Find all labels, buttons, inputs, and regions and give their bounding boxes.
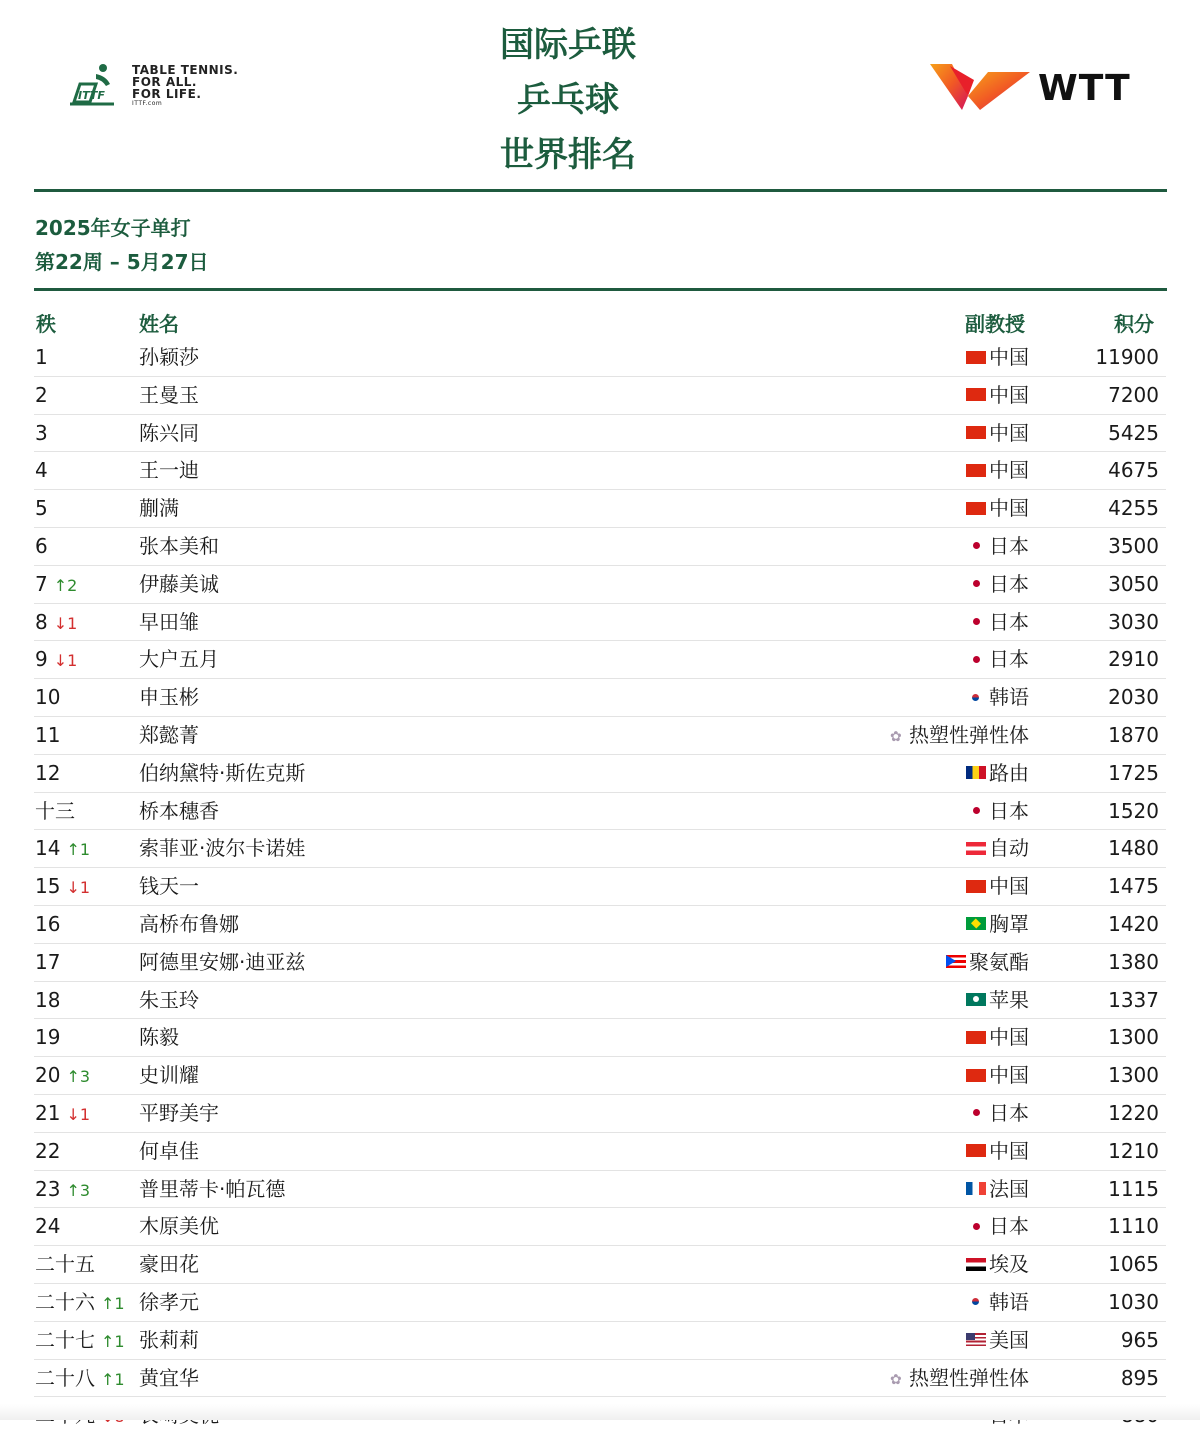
player-name: 郑懿菁 bbox=[139, 722, 199, 747]
points-value: 895 bbox=[1120, 1365, 1159, 1390]
table-row bbox=[34, 679, 1166, 717]
table-row bbox=[34, 1208, 1166, 1246]
points-value: 1475 bbox=[1108, 874, 1159, 899]
association-cell bbox=[966, 420, 1029, 446]
flag-cn-icon bbox=[966, 1069, 986, 1082]
association-name: 日本 bbox=[989, 647, 1029, 672]
points-value: 1380 bbox=[1108, 949, 1159, 974]
table-row bbox=[34, 1171, 1166, 1209]
rank-value: 23 bbox=[35, 1176, 61, 1201]
points-value: 1065 bbox=[1108, 1252, 1159, 1277]
rank-cell bbox=[35, 1289, 125, 1317]
rank-value: 22 bbox=[35, 1138, 61, 1163]
table-row bbox=[34, 906, 1166, 944]
player-name: 史训耀 bbox=[139, 1063, 199, 1088]
player-name: 桥本穗香 bbox=[139, 798, 219, 823]
player-name: 王曼玉 bbox=[139, 382, 199, 407]
table-row bbox=[34, 1246, 1166, 1284]
flag-cn-icon bbox=[966, 464, 986, 477]
rank-down-indicator: ↓1 bbox=[53, 613, 78, 633]
table-row bbox=[34, 982, 1166, 1020]
player-name: 平野美宇 bbox=[139, 1100, 219, 1125]
association-name: 自动 bbox=[989, 836, 1029, 861]
association-cell bbox=[966, 987, 1029, 1013]
association-name: 日本 bbox=[989, 1214, 1029, 1239]
association-cell bbox=[966, 798, 1029, 824]
flag-at-icon bbox=[966, 842, 986, 855]
flag-jp-icon bbox=[966, 539, 986, 552]
rank-up-indicator: ↑3 bbox=[66, 1180, 91, 1200]
rank-value: 10 bbox=[35, 685, 61, 710]
association-cell bbox=[966, 1138, 1029, 1164]
points-value: 1300 bbox=[1108, 1063, 1159, 1088]
flag-mo-icon bbox=[966, 993, 986, 1006]
points-value: 3500 bbox=[1108, 533, 1159, 558]
table-tennis-player-icon bbox=[66, 62, 126, 112]
association-cell bbox=[966, 835, 1029, 861]
rank-cell bbox=[35, 1176, 90, 1204]
table-row bbox=[34, 604, 1166, 642]
column-header-rank: 秩 bbox=[36, 312, 56, 336]
association-cell bbox=[966, 760, 1029, 786]
rank-value: 20 bbox=[35, 1063, 61, 1088]
association-cell bbox=[966, 1289, 1029, 1315]
rank-cell bbox=[35, 1213, 60, 1239]
table-row bbox=[34, 1284, 1166, 1322]
table-row bbox=[34, 1019, 1166, 1057]
player-name: 陈毅 bbox=[139, 1025, 179, 1050]
points-value: 1337 bbox=[1108, 987, 1159, 1012]
rank-value: 12 bbox=[35, 760, 61, 785]
association-name: 中国 bbox=[989, 1025, 1029, 1050]
table-row bbox=[34, 830, 1166, 868]
wtt-wordmark: WTT bbox=[1038, 68, 1131, 109]
player-name: 豪田花 bbox=[139, 1252, 199, 1277]
rank-up-indicator: ↑2 bbox=[53, 575, 78, 595]
player-name: 大户五月 bbox=[139, 647, 219, 672]
rank-cell bbox=[35, 835, 90, 863]
table-row bbox=[34, 415, 1166, 453]
ittf-logo bbox=[66, 60, 246, 116]
points-value: 1520 bbox=[1108, 798, 1159, 823]
rank-cell bbox=[35, 798, 75, 824]
association-cell bbox=[966, 1024, 1029, 1050]
association-cell bbox=[966, 1327, 1029, 1353]
flag-jp-icon bbox=[966, 1106, 986, 1119]
association-cell bbox=[966, 533, 1029, 559]
rank-up-indicator: ↑1 bbox=[101, 1293, 125, 1313]
association-name: 中国 bbox=[989, 420, 1029, 445]
association-name: 热塑性弹性体 bbox=[909, 722, 1029, 747]
rank-value: 16 bbox=[35, 911, 61, 936]
table-row bbox=[34, 793, 1166, 831]
rank-cell bbox=[35, 1100, 90, 1128]
player-name: 普里蒂卡·帕瓦德 bbox=[139, 1176, 286, 1201]
flag-jp-icon bbox=[966, 804, 986, 817]
rank-cell bbox=[35, 1024, 60, 1050]
player-name: 高桥布鲁娜 bbox=[139, 911, 239, 936]
association-name: 聚氨酯 bbox=[969, 949, 1029, 974]
association-name: 苹果 bbox=[989, 987, 1029, 1012]
flag-jp-icon bbox=[966, 577, 986, 590]
association-name: 中国 bbox=[989, 458, 1029, 483]
rank-cell bbox=[35, 722, 60, 748]
association-cell bbox=[966, 344, 1029, 370]
rank-cell bbox=[35, 344, 48, 370]
points-value: 3050 bbox=[1108, 571, 1159, 596]
rank-value: 6 bbox=[35, 533, 48, 558]
event-title: 2025年女子单打 bbox=[35, 216, 191, 240]
points-value: 1115 bbox=[1108, 1176, 1159, 1201]
association-cell bbox=[946, 949, 1029, 975]
association-cell bbox=[966, 1176, 1029, 1202]
player-name: 黄宜华 bbox=[139, 1365, 199, 1390]
ittf-site: ITTF.com bbox=[132, 100, 163, 107]
table-row bbox=[34, 1133, 1166, 1171]
rank-value: 二十七 bbox=[35, 1327, 95, 1352]
table-row bbox=[34, 1322, 1166, 1360]
flag-cn-icon bbox=[966, 880, 986, 893]
table-row bbox=[34, 944, 1166, 982]
association-cell bbox=[966, 1213, 1029, 1239]
flag-kr-icon bbox=[966, 1295, 986, 1308]
page-title bbox=[428, 18, 708, 183]
association-cell bbox=[966, 1100, 1029, 1126]
rank-value: 11 bbox=[35, 722, 61, 747]
association-cell bbox=[966, 1251, 1029, 1277]
points-value: 5425 bbox=[1108, 420, 1159, 445]
flag-ro-icon bbox=[966, 766, 986, 779]
rank-value: 7 bbox=[35, 571, 48, 596]
association-name: 日本 bbox=[989, 798, 1029, 823]
player-name: 蒯满 bbox=[139, 496, 179, 521]
association-name: 日本 bbox=[989, 533, 1029, 558]
header-divider bbox=[34, 189, 1167, 192]
rank-cell bbox=[35, 760, 60, 786]
flag-jp-icon bbox=[966, 615, 986, 628]
association-name: 韩语 bbox=[989, 1289, 1029, 1314]
title-line-1: 国际乒联 bbox=[500, 25, 636, 65]
player-name: 木原美优 bbox=[139, 1214, 219, 1239]
points-value: 1220 bbox=[1108, 1100, 1159, 1125]
points-value: 1725 bbox=[1108, 760, 1159, 785]
association-name: 美国 bbox=[989, 1327, 1029, 1352]
rank-cell bbox=[35, 382, 48, 408]
association-name: 日本 bbox=[989, 571, 1029, 596]
table-row bbox=[34, 566, 1166, 604]
flag-pr-icon bbox=[946, 955, 966, 968]
rank-cell bbox=[35, 684, 60, 710]
rank-value: 1 bbox=[35, 345, 48, 369]
ittf-mark: ITTF bbox=[78, 89, 105, 102]
points-value: 1480 bbox=[1108, 836, 1159, 861]
page-bottom-edge bbox=[0, 1404, 1200, 1420]
association-cell bbox=[966, 457, 1029, 483]
rankings-table bbox=[0, 339, 1200, 1434]
rank-down-indicator: ↓1 bbox=[66, 878, 91, 898]
table-row bbox=[34, 528, 1166, 566]
player-name: 索菲亚·波尔卡诺娃 bbox=[139, 836, 306, 861]
table-row bbox=[34, 1360, 1166, 1398]
rank-cell bbox=[35, 949, 60, 975]
player-name: 王一迪 bbox=[139, 458, 199, 483]
rank-value: 8 bbox=[35, 609, 48, 634]
flag-kr-icon bbox=[966, 691, 986, 704]
rank-up-indicator: ↑3 bbox=[66, 1067, 91, 1087]
association-name: 日本 bbox=[989, 609, 1029, 634]
rank-cell bbox=[35, 1251, 95, 1277]
table-row bbox=[34, 641, 1166, 679]
rank-up-indicator: ↑1 bbox=[101, 1369, 125, 1389]
points-value: 1870 bbox=[1108, 722, 1159, 747]
flag-ip-icon bbox=[890, 727, 906, 743]
points-value: 1420 bbox=[1108, 911, 1159, 936]
rank-cell bbox=[35, 646, 77, 674]
flag-cn-icon bbox=[966, 1144, 986, 1157]
rank-cell bbox=[35, 571, 77, 599]
rank-value: 17 bbox=[35, 949, 61, 974]
table-row bbox=[34, 339, 1166, 377]
rank-down-indicator: ↓1 bbox=[66, 1104, 91, 1124]
association-name: 中国 bbox=[989, 874, 1029, 899]
rank-value: 15 bbox=[35, 874, 61, 899]
ittf-tagline-line3: FOR LIFE. bbox=[132, 87, 202, 101]
rank-cell bbox=[35, 420, 48, 446]
flag-ip-icon bbox=[890, 1370, 906, 1386]
rank-value: 3 bbox=[35, 420, 48, 445]
player-name: 早田雏 bbox=[139, 609, 199, 634]
association-name: 胸罩 bbox=[989, 911, 1029, 936]
association-name: 中国 bbox=[989, 496, 1029, 521]
rank-up-indicator: ↑1 bbox=[101, 1331, 125, 1351]
ittf-tagline bbox=[132, 64, 238, 108]
rank-cell bbox=[35, 1365, 125, 1393]
association-name: 韩语 bbox=[989, 685, 1029, 710]
column-header-association: 副教授 bbox=[965, 312, 1025, 336]
rank-cell bbox=[35, 873, 90, 901]
player-name: 陈兴同 bbox=[139, 420, 199, 445]
player-name: 朱玉玲 bbox=[139, 987, 199, 1012]
association-cell bbox=[966, 646, 1029, 672]
rank-value: 二十六 bbox=[35, 1289, 95, 1314]
points-value: 11900 bbox=[1095, 345, 1159, 369]
table-row bbox=[34, 868, 1166, 906]
rank-cell bbox=[35, 609, 77, 637]
association-name: 中国 bbox=[989, 1063, 1029, 1088]
rank-cell bbox=[35, 1138, 60, 1164]
association-cell bbox=[966, 911, 1029, 937]
table-row bbox=[34, 1095, 1166, 1133]
rank-value: 18 bbox=[35, 987, 61, 1012]
points-value: 1300 bbox=[1108, 1025, 1159, 1050]
table-row bbox=[34, 490, 1166, 528]
player-name: 钱天一 bbox=[139, 874, 199, 899]
rank-down-indicator: ↓1 bbox=[53, 651, 78, 671]
points-value: 4255 bbox=[1108, 496, 1159, 521]
flag-jp-icon bbox=[966, 1220, 986, 1233]
rank-value: 21 bbox=[35, 1100, 61, 1125]
wtt-w-mark-icon bbox=[928, 60, 1032, 116]
table-row bbox=[34, 1057, 1166, 1095]
association-name: 埃及 bbox=[989, 1252, 1029, 1277]
association-cell bbox=[966, 873, 1029, 899]
rank-cell bbox=[35, 495, 48, 521]
points-value: 1030 bbox=[1108, 1289, 1159, 1314]
rank-value: 2 bbox=[35, 382, 48, 407]
association-cell bbox=[890, 722, 1029, 748]
wtt-logo bbox=[928, 60, 1138, 120]
rank-up-indicator: ↑1 bbox=[66, 840, 91, 860]
points-value: 1110 bbox=[1108, 1214, 1159, 1239]
points-value: 1210 bbox=[1108, 1138, 1159, 1163]
rank-value: 5 bbox=[35, 496, 48, 521]
title-line-3: 世界排名 bbox=[500, 135, 636, 175]
player-name: 何卓佳 bbox=[139, 1138, 199, 1163]
column-header-name: 姓名 bbox=[139, 312, 179, 336]
rank-value: 二十五 bbox=[35, 1252, 95, 1277]
rank-value: 4 bbox=[35, 458, 48, 483]
table-header bbox=[0, 308, 1200, 338]
association-cell bbox=[966, 382, 1029, 408]
flag-fr-icon bbox=[966, 1182, 986, 1195]
association-name: 日本 bbox=[989, 1100, 1029, 1125]
player-name: 伯纳黛特·斯佐克斯 bbox=[139, 760, 306, 785]
association-cell bbox=[966, 1062, 1029, 1088]
table-row bbox=[34, 717, 1166, 755]
association-name: 热塑性弹性体 bbox=[909, 1365, 1029, 1390]
association-name: 路由 bbox=[989, 760, 1029, 785]
points-value: 7200 bbox=[1108, 382, 1159, 407]
title-line-2: 乒乓球 bbox=[517, 80, 619, 120]
ittf-tagline-line2: FOR ALL. bbox=[132, 75, 197, 89]
flag-cn-icon bbox=[966, 426, 986, 439]
table-row bbox=[34, 452, 1166, 490]
page-header bbox=[0, 0, 1200, 190]
flag-br-icon bbox=[966, 917, 986, 930]
week-date: 第22周 – 5月27日 bbox=[35, 250, 209, 274]
association-name: 中国 bbox=[989, 1138, 1029, 1163]
flag-cn-icon bbox=[966, 502, 986, 515]
player-name: 张莉莉 bbox=[139, 1327, 199, 1352]
rank-cell bbox=[35, 1327, 125, 1355]
flag-jp-icon bbox=[966, 653, 986, 666]
rank-value: 24 bbox=[35, 1214, 61, 1239]
association-cell bbox=[966, 495, 1029, 521]
player-name: 伊藤美诚 bbox=[139, 571, 219, 596]
points-value: 3030 bbox=[1108, 609, 1159, 634]
rank-cell bbox=[35, 911, 60, 937]
association-cell bbox=[890, 1365, 1029, 1391]
rank-value: 19 bbox=[35, 1025, 61, 1050]
association-name: 中国 bbox=[989, 345, 1029, 369]
rank-cell bbox=[35, 987, 60, 1013]
flag-eg-icon bbox=[966, 1258, 986, 1271]
player-name: 张本美和 bbox=[139, 533, 219, 558]
flag-cn-icon bbox=[966, 351, 986, 364]
association-cell bbox=[966, 684, 1029, 710]
ittf-tagline-line1: TABLE TENNIS. bbox=[132, 63, 239, 77]
association-cell bbox=[966, 609, 1029, 635]
column-header-points: 积分 bbox=[1114, 312, 1154, 336]
table-row bbox=[34, 755, 1166, 793]
player-name: 孙颖莎 bbox=[139, 345, 199, 369]
rank-cell bbox=[35, 533, 48, 559]
rank-value: 14 bbox=[35, 836, 61, 861]
points-value: 2030 bbox=[1108, 685, 1159, 710]
player-name: 阿德里安娜·迪亚兹 bbox=[139, 949, 306, 974]
points-value: 965 bbox=[1120, 1327, 1159, 1352]
points-value: 2910 bbox=[1108, 647, 1159, 672]
rank-cell bbox=[35, 457, 48, 483]
flag-cn-icon bbox=[966, 1031, 986, 1044]
flag-cn-icon bbox=[966, 388, 986, 401]
flag-us-icon bbox=[966, 1333, 986, 1346]
points-value: 4675 bbox=[1108, 458, 1159, 483]
table-row bbox=[34, 377, 1166, 415]
rank-value: 十三 bbox=[35, 798, 75, 823]
rank-value: 9 bbox=[35, 647, 48, 672]
player-name: 徐孝元 bbox=[139, 1289, 199, 1314]
rank-cell bbox=[35, 1062, 90, 1090]
subtitle-divider bbox=[34, 288, 1167, 291]
association-name: 中国 bbox=[989, 382, 1029, 407]
player-name: 申玉彬 bbox=[139, 685, 199, 710]
association-cell bbox=[966, 571, 1029, 597]
rank-value: 二十八 bbox=[35, 1365, 95, 1390]
association-name: 法国 bbox=[989, 1176, 1029, 1201]
